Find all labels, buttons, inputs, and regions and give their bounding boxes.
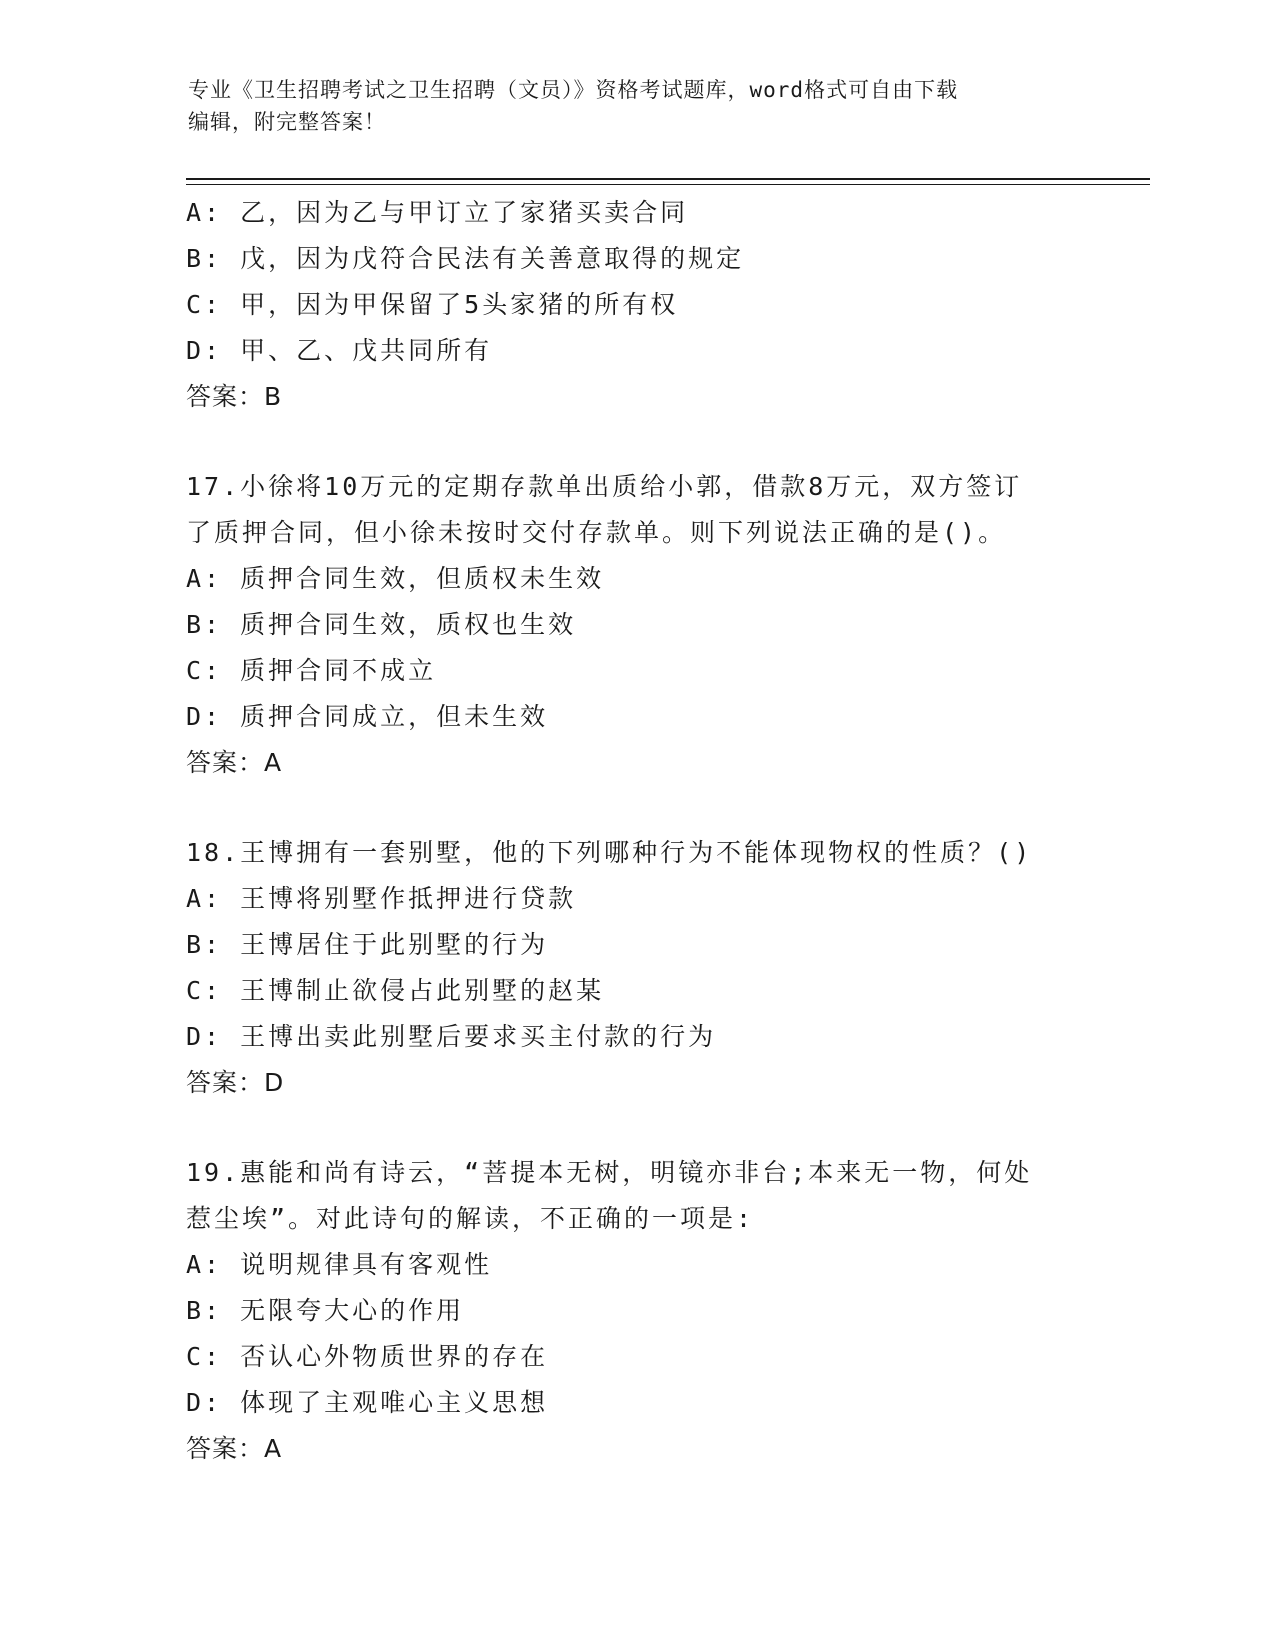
option-d: D: 甲、乙、戊共同所有 bbox=[186, 336, 493, 365]
option-c: C: 否认心外物质世界的存在 bbox=[186, 1342, 549, 1371]
option-d: D: 体现了主观唯心主义思想 bbox=[186, 1388, 549, 1417]
option-a: A: 说明规律具有客观性 bbox=[186, 1250, 493, 1279]
option-b: B: 王博居住于此别墅的行为 bbox=[186, 930, 549, 959]
question-16 bbox=[186, 190, 1086, 420]
answer: 答案：A bbox=[186, 748, 283, 777]
question-17 bbox=[186, 464, 1086, 786]
option-b: B: 戊，因为戊符合民法有关善意取得的规定 bbox=[186, 244, 745, 273]
option-c: C: 质押合同不成立 bbox=[186, 656, 437, 685]
question-stem: 19.惠能和尚有诗云，“菩提本无树，明镜亦非台;本来无一物，何处 bbox=[186, 1158, 1033, 1187]
document-header bbox=[188, 74, 1068, 138]
option-b: B: 无限夸大心的作用 bbox=[186, 1296, 465, 1325]
option-a: A: 质押合同生效，但质权未生效 bbox=[186, 564, 605, 593]
option-a: A: 王博将别墅作抵押进行贷款 bbox=[186, 884, 577, 913]
question-stem: 18.王博拥有一套别墅，他的下列哪种行为不能体现物权的性质？() bbox=[186, 838, 1033, 867]
option-a: A: 乙，因为乙与甲订立了家猪买卖合同 bbox=[186, 198, 689, 227]
option-b: B: 质押合同生效，质权也生效 bbox=[186, 610, 577, 639]
question-stem-cont: 了质押合同，但小徐未按时交付存款单。则下列说法正确的是()。 bbox=[186, 518, 1007, 547]
question-stem: 17.小徐将10万元的定期存款单出质给小郭，借款8万元，双方签订 bbox=[186, 472, 1023, 501]
option-c: C: 王博制止欲侵占此别墅的赵某 bbox=[186, 976, 605, 1005]
option-d: D: 王博出卖此别墅后要求买主付款的行为 bbox=[186, 1022, 717, 1051]
header-rule-thick bbox=[186, 178, 1150, 180]
question-list bbox=[186, 190, 1086, 1472]
question-19 bbox=[186, 1150, 1086, 1472]
question-stem-cont: 惹尘埃”。对此诗句的解读，不正确的一项是: bbox=[186, 1204, 755, 1233]
question-18 bbox=[186, 830, 1086, 1106]
header-rule-thin bbox=[186, 184, 1150, 185]
header-line-1: 专业《卫生招聘考试之卫生招聘（文员）》资格考试题库，word格式可自由下载 bbox=[188, 78, 959, 102]
option-d: D: 质押合同成立，但未生效 bbox=[186, 702, 549, 731]
answer: 答案：A bbox=[186, 1434, 283, 1463]
answer: 答案：D bbox=[186, 1068, 285, 1097]
header-line-2: 编辑，附完整答案！ bbox=[188, 110, 386, 134]
answer: 答案：B bbox=[186, 382, 283, 411]
option-c: C: 甲，因为甲保留了5头家猪的所有权 bbox=[186, 290, 679, 319]
